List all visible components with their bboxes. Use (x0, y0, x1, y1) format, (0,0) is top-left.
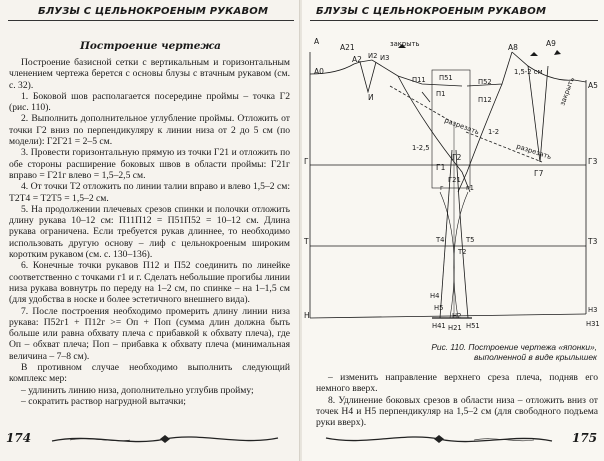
figure-caption (392, 342, 597, 362)
point-label: Н21 (448, 324, 462, 332)
point-label: A2 (352, 55, 362, 64)
point-label: г (440, 184, 444, 192)
point-label: Т4 (436, 236, 445, 244)
front-neckline (512, 52, 586, 82)
running-head-right: БЛУЗЫ С ЦЕЛЬНОКРОЕНЫМ РУКАВОМ (316, 6, 547, 17)
point-label: A21 (340, 43, 355, 52)
point-label: A0 (314, 67, 324, 76)
point-label: A5 (588, 81, 598, 90)
point-label: Т2 (458, 248, 467, 256)
pattern-drawing (302, 22, 604, 340)
right-body-text (316, 372, 598, 428)
point-label: Н51 (466, 322, 480, 330)
paragraph: 2. Выполнить дополнительное углубление проймы. Отложить от точки Г2 вниз по перпендикуляру к линии низа от 2 до 5 см (по модели): Г2Г21 = 2–5 см. (9, 113, 290, 148)
header-rule-left (8, 20, 294, 21)
point-label: И3 (380, 54, 390, 62)
section-title: Построение чертежа (80, 40, 221, 52)
point-label: Г2 (452, 153, 462, 162)
paragraph: 1. Боковой шов располагается посередине проймы – точка Г2 (рис. 110). (9, 90, 290, 114)
running-head-left: БЛУЗЫ С ЦЕЛЬНОКРОЕНЫМ РУКАВОМ (38, 6, 269, 17)
left-body-text (9, 57, 290, 407)
paragraph: 8. Удлинение боковых срезов в области низа – отложить вниз от точек Н4 и Н5 перпендикуляр на 1,5–2 см (для свободного подъема руки вверх). (316, 394, 598, 429)
point-label: Г1 (436, 163, 446, 172)
point-label: И (368, 93, 374, 102)
paragraph: В противном случае необходимо выполнить следующий комплекс мер: (9, 362, 290, 385)
arrow-icon (554, 50, 561, 55)
point-label: Н41 (432, 322, 446, 330)
point-label: П12 (478, 96, 492, 104)
point-label: П11 (412, 76, 426, 84)
right-page (302, 0, 604, 461)
point-label: П1 (436, 90, 446, 98)
point-label: И2 (368, 52, 378, 60)
page-number-left: 174 (6, 431, 32, 445)
header-rule-right (310, 20, 598, 21)
point-label: A (314, 37, 320, 46)
point-label: Г7 (534, 169, 544, 178)
page-number-right: 175 (572, 431, 598, 445)
page-ornament-left (50, 428, 280, 450)
point-label: Н4 (430, 292, 440, 300)
point-label: Т (304, 237, 309, 246)
point-label: П52 (478, 78, 492, 86)
paragraph: 5. На продолжении плечевых срезов спинки и полочки отложить длину рукава 10–12 см: П11П12 = П51П52 = 10–12 см. Длина рукава ограничена. Если требуется рукав длиннее, то необходимо использовать другую основу – лиф с цельнокроеным широким коротким рукавом (см. с. 130–136). (9, 203, 290, 261)
point-label: Н3 (588, 306, 598, 314)
point-label: П51 (439, 74, 453, 82)
close-marker (422, 92, 430, 102)
point-label: Т5 (466, 236, 475, 244)
paragraph: – сократить раствор нагрудной вытачки; (21, 395, 186, 407)
point-label: Н31 (586, 320, 600, 328)
page-ornament-right (324, 428, 554, 450)
annotation-close: закрыть (558, 76, 576, 107)
paragraph: 7. После построения необходимо промерить длину линии низа рукава: П52г1 + П12г >= Оп + Поп (сумма длин должна быть больше или равна обхвату плеча с прибавкой к обхвату плеча), где Оп – обхват плеча; Поп – прибавка к обхвату плеча (минимальная величина – 7–8 см). (9, 305, 290, 362)
paragraph: 3. Провести горизонтальную прямую из точки Г21 и отложить по обе стороны расширение боковых швов в области проймы: Г21г вправо = Г21г влево = 1,5–2,5 см. (9, 147, 290, 181)
arrow-icon (530, 52, 538, 56)
paragraph: 4. От точки Т2 отложить по линии талии вправо и влево 1,5–2 см: Т2Т4 = Т2Т5 = 1,5–2 см. (9, 181, 290, 204)
paragraph: – изменить направление верхнего среза плеча, подняв его немного вверх. (316, 372, 598, 395)
side-seam-guide (440, 192, 454, 318)
paragraph: – удлинить линию низа, дополнительно углубив пройму; (21, 384, 254, 396)
caption-line: Рис. 110. Построение чертежа «японки», (431, 342, 597, 352)
annotation-cut: разрезать (515, 142, 553, 162)
dimension-label: 1-2 (488, 128, 500, 136)
point-label: Г (304, 157, 309, 166)
point-label: A8 (508, 43, 518, 52)
point-label: Г3 (588, 157, 598, 166)
back-dart (360, 62, 376, 92)
point-label: Т3 (588, 237, 598, 246)
dimension-label: 1,5-2 см (514, 68, 543, 76)
annotation-close: закрыть (390, 40, 420, 48)
point-label: Н2 (452, 312, 462, 320)
caption-line: выполненной в виде крылышек (473, 352, 597, 362)
point-label: Н (304, 311, 310, 320)
point-label: Г21 (448, 176, 461, 184)
paragraph: Построение базисной сетки с вертикальным и горизонтальным членением чертежа берется с основы блузы с втачным рукавом (см. с. 32). (9, 57, 290, 91)
left-page (0, 0, 300, 461)
paragraph: 6. Конечные точки рукавов П12 и П52 соединить по линейке соответственно с точками г1 и г. Сделать небольшие прогибы линии низа рукава вовнутрь по переду на 1–2 см, по спинке – на 1–1,5 см (для удобства в носке и более эстетичного внешнего вида). (9, 260, 290, 306)
annotation-cut: разрезать (443, 116, 481, 137)
point-label: A9 (546, 39, 556, 48)
dimension-label: 1-2,5 (412, 144, 430, 152)
point-label: Н5 (434, 304, 444, 312)
back-sleeve-underarm (398, 76, 470, 192)
point-label: г1 (466, 184, 474, 192)
